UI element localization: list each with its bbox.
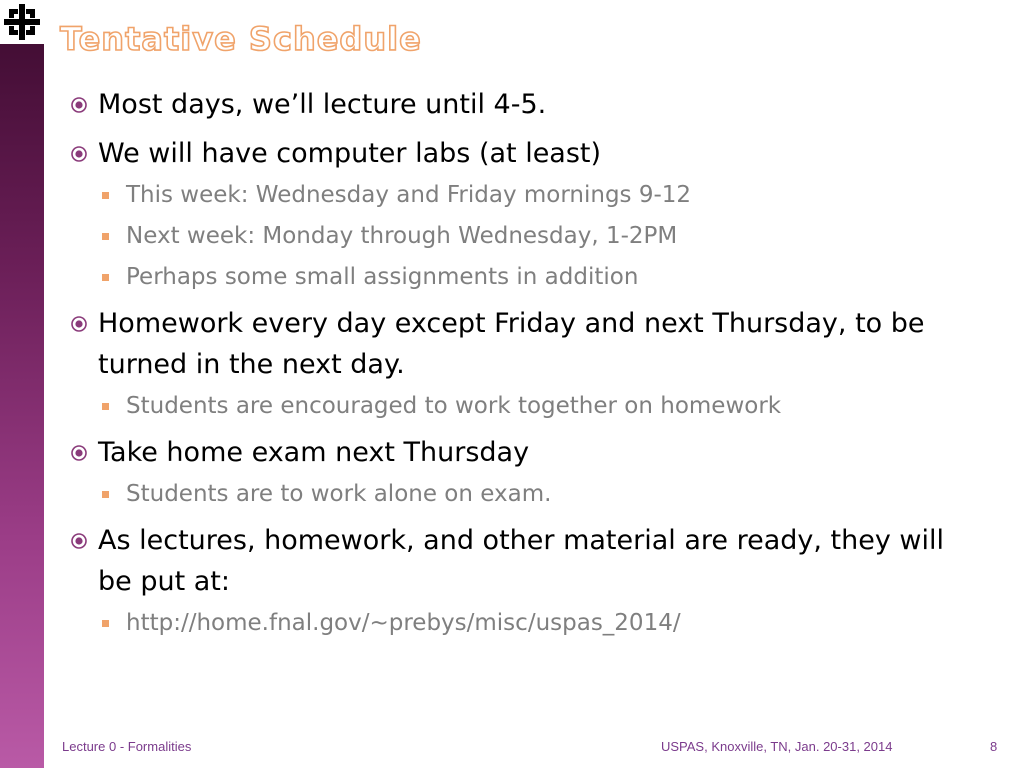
square-bullet-icon (102, 403, 109, 410)
sidebar-strip (0, 0, 44, 768)
sub-bullet-list (98, 178, 970, 295)
circle-dot-icon (70, 96, 88, 114)
circle-dot-icon (70, 315, 88, 333)
sub-bullet-item (98, 219, 970, 254)
circle-dot-icon (70, 532, 88, 550)
bullet-text: We will have computer labs (at least) (98, 138, 602, 169)
bullet-item (70, 303, 970, 424)
sub-bullet-text: Students are encouraged to work together on homework (126, 393, 782, 419)
square-bullet-icon (102, 192, 109, 199)
sub-bullet-text: Next week: Monday through Wednesday, 1-2PM (126, 223, 678, 249)
bullet-item (70, 133, 970, 295)
sub-bullet-item (98, 389, 970, 424)
bullet-list (70, 84, 970, 649)
bullet-item (70, 84, 970, 125)
sub-bullet-item (98, 260, 970, 295)
sub-bullet-text: Perhaps some small assignments in addition (126, 264, 639, 290)
sub-bullet-list (98, 606, 970, 641)
sub-bullet-list (98, 389, 970, 424)
bullet-text: As lectures, homework, and other material are ready, they will be put at: (98, 525, 944, 597)
sub-bullet-text: Students are to work alone on exam. (126, 481, 552, 507)
square-bullet-icon (102, 491, 109, 498)
circle-dot-icon (70, 444, 88, 462)
bullet-text: Homework every day except Friday and next Thursday, to be turned in the next day. (98, 308, 925, 380)
sub-bullet-text: This week: Wednesday and Friday mornings 9-12 (126, 182, 692, 208)
bullet-text: Take home exam next Thursday (98, 437, 530, 468)
fermilab-logo-icon (0, 0, 44, 44)
footer-venue: USPAS, Knoxville, TN, Jan. 20-31, 2014 (661, 739, 893, 754)
square-bullet-icon (102, 620, 109, 627)
circle-dot-icon (70, 145, 88, 163)
page-number: 8 (990, 739, 998, 754)
square-bullet-icon (102, 233, 109, 240)
sub-bullet-text: http://home.fnal.gov/~prebys/misc/uspas_2014/ (126, 610, 681, 636)
sub-bullet-item (98, 178, 970, 213)
slide-title: Tentative Schedule (60, 20, 422, 58)
sub-bullet-list (98, 477, 970, 512)
bullet-text: Most days, we’ll lecture until 4-5. (98, 89, 547, 120)
sub-bullet-item (98, 477, 970, 512)
bullet-item (70, 520, 970, 641)
square-bullet-icon (102, 274, 109, 281)
footer-lecture-name: Lecture 0 - Formalities (62, 739, 192, 754)
sub-bullet-item (98, 606, 970, 641)
bullet-item (70, 432, 970, 512)
